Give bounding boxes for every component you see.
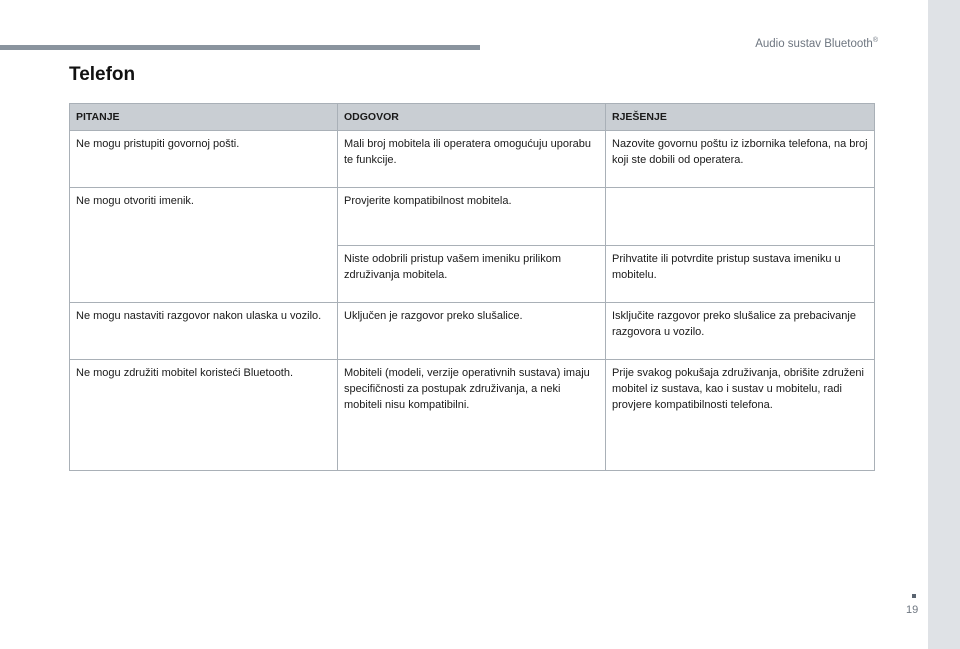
question-cell: Ne mogu pristupiti govornoj pošti. [70, 131, 338, 188]
section-title: Audio sustav Bluetooth [755, 37, 873, 50]
solution-cell [606, 188, 875, 246]
troubleshooting-table [69, 103, 875, 471]
side-margin-strip [928, 0, 960, 649]
page-number: 19 [906, 604, 919, 616]
answer-cell: Mali broj mobitela ili operatera omogućuju uporabu te funkcije. [338, 131, 606, 188]
table-header-row [70, 104, 875, 131]
answer-cell: Uključen je razgovor preko slušalice. [338, 303, 606, 360]
column-header-solution: RJEŠENJE [606, 104, 875, 131]
table-row [70, 360, 875, 471]
table-row [70, 303, 875, 360]
section-header [755, 37, 878, 50]
solution-cell: Isključite razgovor preko slušalice za prebacivanje razgovora u vozilo. [606, 303, 875, 360]
question-cell: Ne mogu nastaviti razgovor nakon ulaska u vozilo. [70, 303, 338, 360]
registered-mark: ® [872, 37, 878, 44]
solution-cell: Prihvatite ili potvrdite pristup sustava imeniku u mobitelu. [606, 246, 875, 303]
solution-cell: Prije svakog pokušaja združivanja, obrišite združeni mobitel iz sustava, kao i sustav u mobitelu, radi provjere kompatibilnosti telefona. [606, 360, 875, 471]
question-cell: Ne mogu otvoriti imenik. [70, 188, 338, 303]
answer-cell: Niste odobrili pristup vašem imeniku prilikom združivanja mobitela. [338, 246, 606, 303]
solution-cell: Nazovite govornu poštu iz izbornika telefona, na broj koji ste dobili od operatera. [606, 131, 875, 188]
answer-cell: Provjerite kompatibilnost mobitela. [338, 188, 606, 246]
answer-cell: Mobiteli (modeli, verzije operativnih sustava) imaju specifičnosti za postupak združivanja, a neki mobiteli nisu kompatibilni. [338, 360, 606, 471]
table-row [70, 188, 875, 246]
page-title: Telefon [69, 64, 136, 85]
page-marker [912, 594, 916, 598]
column-header-question: PITANJE [70, 104, 338, 131]
question-cell: Ne mogu združiti mobitel koristeći Bluetooth. [70, 360, 338, 471]
table-row [70, 131, 875, 188]
column-header-answer: ODGOVOR [338, 104, 606, 131]
header-rule [0, 45, 480, 50]
